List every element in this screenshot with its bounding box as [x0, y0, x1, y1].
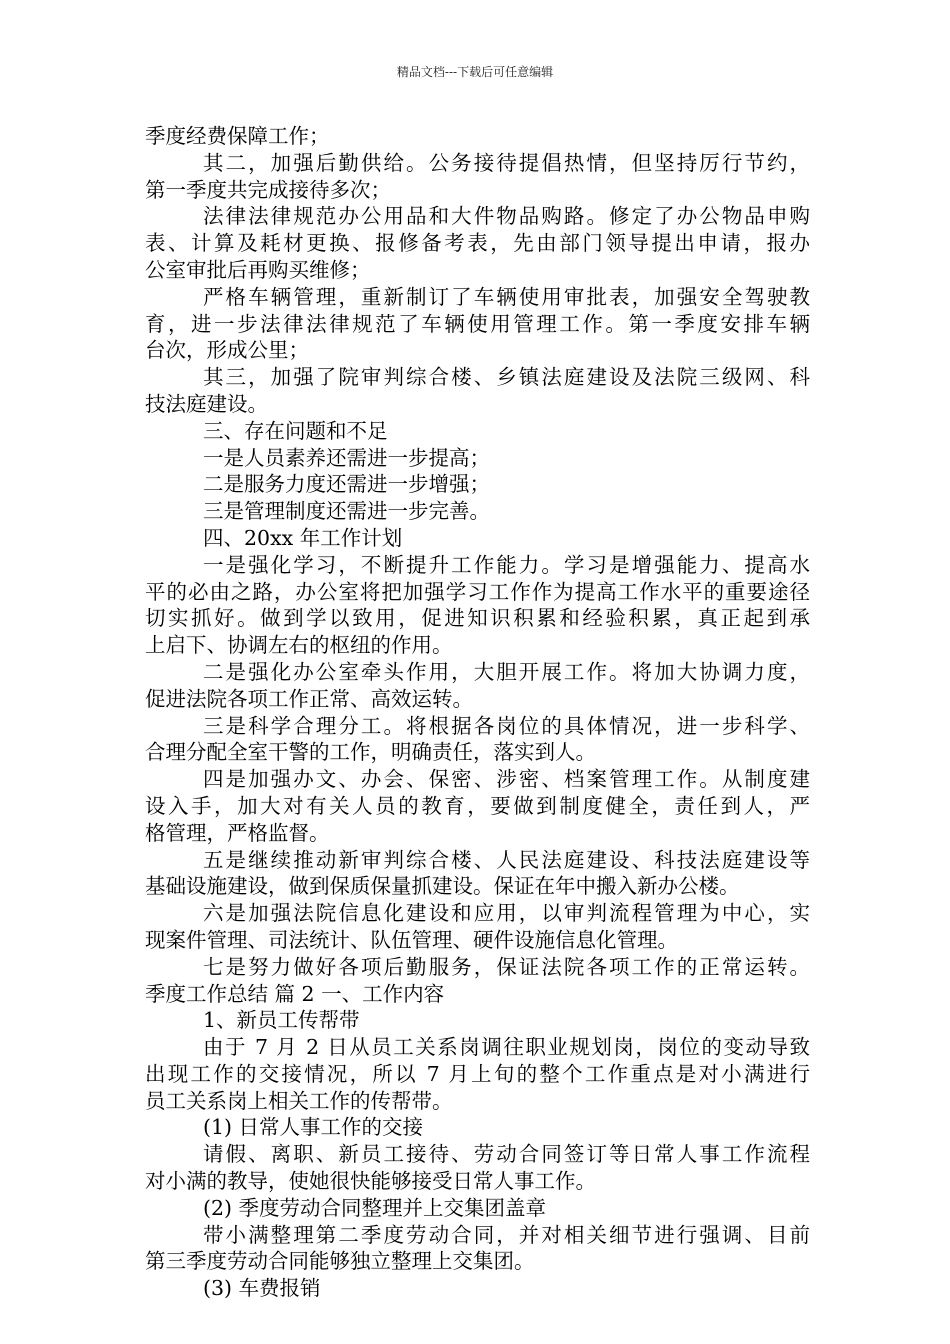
text-line: (2) 季度劳动合同整理并上交集团盖章 [203, 1195, 547, 1220]
text-line: 现案件管理、司法统计、队伍管理、硬件设施信息化管理。 [145, 927, 678, 952]
text-line: 公室审批后再购买维修； [145, 257, 371, 282]
text-line: 三是科学合理分工。将根据各岗位的具体情况，进一步科学、 [203, 713, 810, 738]
text-line: 第一季度共完成接待多次； [145, 177, 391, 202]
text-line: 表、计算及耗材更换、报修备考表，先由部门领导提出申请，报办 [145, 231, 810, 256]
document-body [145, 123, 810, 1302]
text-line: 三、存在问题和不足 [203, 418, 388, 443]
text-line: (3) 车费报销 [203, 1276, 321, 1301]
text-line: 设入手，加大对有关人员的教育，要做到制度健全，责任到人，严 [145, 793, 810, 818]
text-line: 二是服务力度还需进一步增强； [203, 472, 490, 497]
text-line: 其三，加强了院审判综合楼、乡镇法庭建设及法院三级网、科 [203, 365, 810, 390]
text-line: 请假、离职、新员工接待、劳动合同签订等日常人事工作流程 [203, 1142, 810, 1167]
text-line: 四、20xx 年工作计划 [203, 525, 403, 550]
text-line: 七是努力做好各项后勤服务，保证法院各项工作的正常运转。 [203, 954, 810, 979]
page-header: 精品文档---下载后可任意编辑 [396, 65, 554, 79]
text-line: (1) 日常人事工作的交接 [203, 1115, 424, 1140]
text-line: 平的必由之路，办公室将把加强学习工作作为提高工作水平的重要途径 [145, 579, 810, 604]
text-line: 技法庭建设。 [145, 391, 268, 416]
text-line: 季度经费保障工作； [145, 124, 330, 148]
text-line: 促进法院各项工作正常、高效运转。 [145, 686, 473, 711]
text-line: 格管理，严格监督。 [145, 820, 330, 845]
text-line: 育，进一步法律法律规范了车辆使用管理工作。第一季度安排车辆 [145, 311, 810, 336]
text-line: 基础设施建设，做到保质保量抓建设。保证在年中搬入新办公楼。 [145, 874, 740, 899]
text-line: 一是人员素养还需进一步提高； [203, 445, 490, 470]
text-line: 出现工作的交接情况，所以 7 月上旬的整个工作重点是对小满进行 [145, 1061, 810, 1086]
text-line: 第三季度劳动合同能够独立整理上交集团。 [145, 1249, 535, 1274]
text-line: 一是强化学习，不断提升工作能力。学习是增强能力、提高水 [203, 552, 810, 577]
text-line: 上启下、协调左右的枢纽的作用。 [145, 633, 453, 658]
text-line: 法律法律规范办公用品和大件物品购路。修定了办公物品申购 [203, 204, 810, 229]
text-line: 切实抓好。做到学以致用，促进知识积累和经验积累，真正起到承 [145, 606, 810, 631]
text-line: 合理分配全室干警的工作，明确责任，落实到人。 [145, 740, 596, 765]
text-line: 台次，形成公里； [145, 338, 309, 363]
text-line: 带小满整理第二季度劳动合同，并对相关细节进行强调、目前 [203, 1222, 810, 1247]
text-line: 六是加强法院信息化建设和应用，以审判流程管理为中心，实 [203, 901, 810, 926]
text-line: 1、新员工传帮带 [203, 1008, 360, 1033]
text-line: 对小满的教导，使她很快能够接受日常人事工作。 [145, 1169, 596, 1194]
text-line: 季度工作总结 篇 2 一、工作内容 [145, 981, 445, 1006]
text-line: 三是管理制度还需进一步完善。 [203, 499, 490, 524]
text-line: 由于 7 月 2 日从员工关系岗调往职业规划岗，岗位的变动导致 [203, 1035, 810, 1060]
text-line: 五是继续推动新审判综合楼、人民法庭建设、科技法庭建设等 [203, 847, 810, 872]
text-line: 员工关系岗上相关工作的传帮带。 [145, 1088, 453, 1113]
text-line: 严格车辆管理，重新制订了车辆使用审批表，加强安全驾驶教 [203, 284, 810, 309]
text-line: 四是加强办文、办会、保密、涉密、档案管理工作。从制度建 [203, 767, 810, 792]
text-line: 其二，加强后勤供给。公务接待提倡热情，但坚持厉行节约， [203, 150, 810, 175]
text-line: 二是强化办公室牵头作用，大胆开展工作。将加大协调力度， [203, 659, 810, 684]
